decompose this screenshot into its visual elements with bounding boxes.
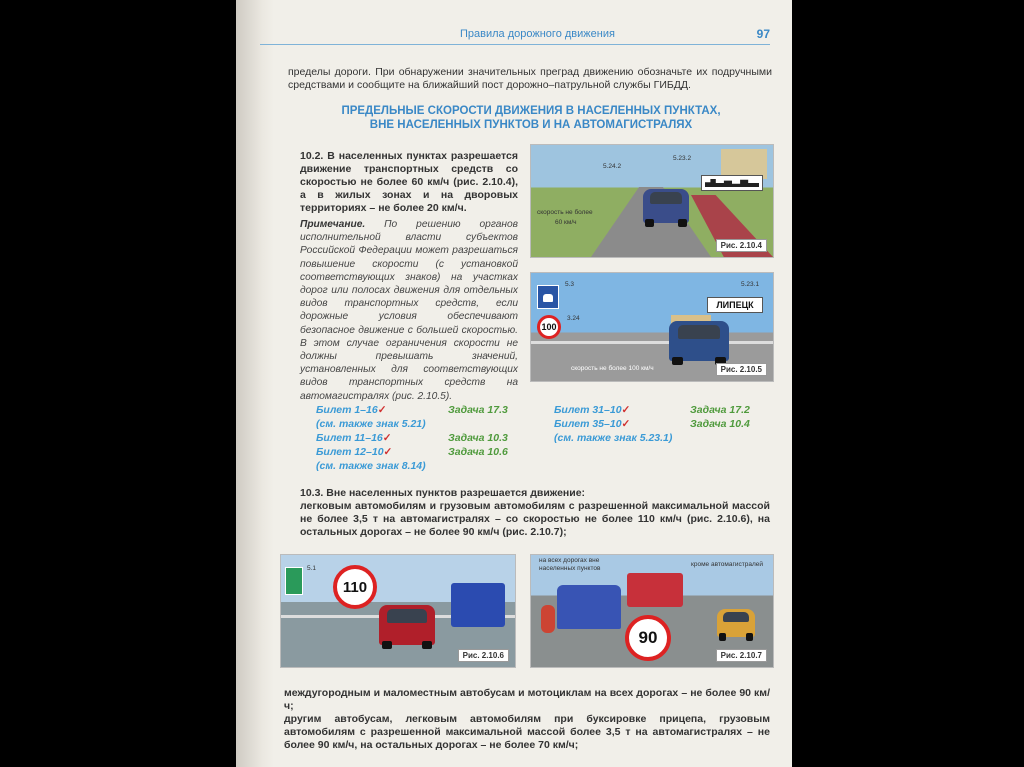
page-number: 97 xyxy=(756,27,770,41)
speed-value: 60 км/ч xyxy=(555,219,577,226)
speed-limit-sign-icon: 90 xyxy=(625,615,671,661)
paragraph-10-2: 10.2. В населенных пунктах разрешается движение транспортных средств со скоростью не более 60 км/ч (рис. 2.10.4), а в жилых зонах и на дворовых территориях – не более 20 км/ч. xyxy=(300,150,518,214)
car-icon xyxy=(643,189,689,223)
motorway-sign-icon xyxy=(537,285,559,309)
speed-limit-sign-icon: 100 xyxy=(537,315,561,339)
sign-label-a: 5.24.2 xyxy=(603,163,622,170)
note-paragraph xyxy=(300,218,518,403)
minibus-icon xyxy=(557,585,621,629)
section-title xyxy=(306,104,756,132)
figure-caption: Рис. 2.10.6 xyxy=(458,649,509,662)
paragraph-10-3 xyxy=(300,487,770,539)
figure-caption: Рис. 2.10.5 xyxy=(716,363,767,376)
ticket-ref-3: Билет 12–10✓ xyxy=(316,446,393,458)
check-icon: ✓ xyxy=(621,404,631,416)
check-icon: ✓ xyxy=(377,404,387,416)
car-icon xyxy=(669,321,729,361)
settlement-end-sign-icon xyxy=(701,175,763,191)
intro-paragraph: пределы дороги. При обнаружении значительных преград движению обозначьте их подручными средствами и сообщите на ближайший пост дорожно–патрульной службы ГИБДД. xyxy=(288,66,772,91)
speed-label: скорость не более 100 км/ч xyxy=(571,365,654,372)
note-text: По решению органов исполнительной власти субъектов Российской Федерации может разрешаться повышение скорости (с установкой соответствующих знаков) на участках дорог или полосах движения для отдельных видов транспортных средств, если дорожные условия обеспечивают безопасное движение с большей скоростью. В этом случае ограничения скорости не должны превышать значений, установленных для соответствующих видов транспортных средств на автомагистралях (рис. 2.10.5). xyxy=(300,219,518,402)
ticket-ref-2: Билет 11–16✓ xyxy=(316,432,392,444)
sign-label-a: 5.3 xyxy=(565,281,575,288)
sign-label-a: 5.1 xyxy=(307,565,317,572)
note-right: кроме автомагистралей xyxy=(691,561,763,568)
figure-2-10-4 xyxy=(530,144,774,258)
paragraph-10-3-line2: другим автобусам, легковым автомобилям при буксировке прицепа, грузовым автомобилям с разрешенной максимальной массой более 3,5 т на автомагистралях – не более 90 км/ч, на остальных дорогах – не более 70 км/ч; xyxy=(284,713,770,751)
figure-2-10-6 xyxy=(280,554,516,668)
city-sign-icon: ЛИПЕЦК xyxy=(707,297,763,313)
section-title-line2: ВНЕ НАСЕЛЕННЫХ ПУНКТОВ И НА АВТОМАГИСТРАЛЯХ xyxy=(369,119,693,131)
paragraph-10-3-text: легковым автомобилям и грузовым автомобилям с разрешенной максимальной массой не более 3,5 т на автомагистралях – со скоростью не более 110 км/ч (рис. 2.10.6), на остальных дорогах – не более 90 км/ч (рис. 2.10.7); xyxy=(300,500,770,538)
task-ref-4: Задача 17.2 xyxy=(690,404,750,416)
sign-label-c: 5.23.1 xyxy=(741,281,760,288)
sign-ref-1: (см. также знак 5.21) xyxy=(316,418,426,430)
task-ref-3: Задача 10.6 xyxy=(448,446,508,458)
check-icon: ✓ xyxy=(621,418,631,430)
task-ref-5: Задача 10.4 xyxy=(690,418,750,430)
check-icon: ✓ xyxy=(383,446,393,458)
speed-limit-sign-icon: 110 xyxy=(333,565,377,609)
ticket-ref-4: Билет 31–10✓ xyxy=(554,404,631,416)
paragraph-10-3-continued xyxy=(284,687,770,752)
page-header xyxy=(260,22,770,45)
car-icon xyxy=(379,605,435,645)
figure-2-10-5 xyxy=(530,272,774,382)
bus-icon xyxy=(627,573,683,607)
sign-label-b: 3.24 xyxy=(567,315,580,322)
header-title: Правила дорожного движения xyxy=(460,28,615,40)
sign-ref-5: (см. также знак 5.23.1) xyxy=(554,432,673,444)
book-page xyxy=(236,0,792,767)
note-left: на всех дорогах вне населенных пунктов xyxy=(539,557,601,572)
figure-caption: Рис. 2.10.7 xyxy=(716,649,767,662)
sign-label-b: 5.23.2 xyxy=(673,155,692,162)
figure-caption: Рис. 2.10.4 xyxy=(716,239,767,252)
car-icon xyxy=(717,609,755,637)
task-ref-2: Задача 10.3 xyxy=(448,432,508,444)
motorway-sign-icon xyxy=(285,567,303,595)
sign-ref-3: (см. также знак 8.14) xyxy=(316,460,426,472)
barrier xyxy=(531,341,773,344)
section-title-line1: ПРЕДЕЛЬНЫЕ СКОРОСТИ ДВИЖЕНИЯ В НАСЕЛЕННЫХ ПУНКТАХ, xyxy=(341,105,721,117)
figure-2-10-7 xyxy=(530,554,774,668)
truck-icon xyxy=(451,583,505,627)
motorcycle-icon xyxy=(541,605,555,633)
ticket-ref-5: Билет 35–10✓ xyxy=(554,418,631,430)
paragraph-10-3-line1: междугородным и маломестным автобусам и мотоциклам на всех дорогах – не более 90 км/ч; xyxy=(284,687,770,712)
ticket-ref-1: Билет 1–16✓ xyxy=(316,404,387,416)
note-label: Примечание. xyxy=(300,219,366,230)
paragraph-10-3-title: 10.3. Вне населенных пунктов разрешается движение: xyxy=(300,487,586,499)
check-icon: ✓ xyxy=(382,432,392,444)
speed-label: скорость не более xyxy=(537,209,593,216)
task-ref-1: Задача 17.3 xyxy=(448,404,508,416)
